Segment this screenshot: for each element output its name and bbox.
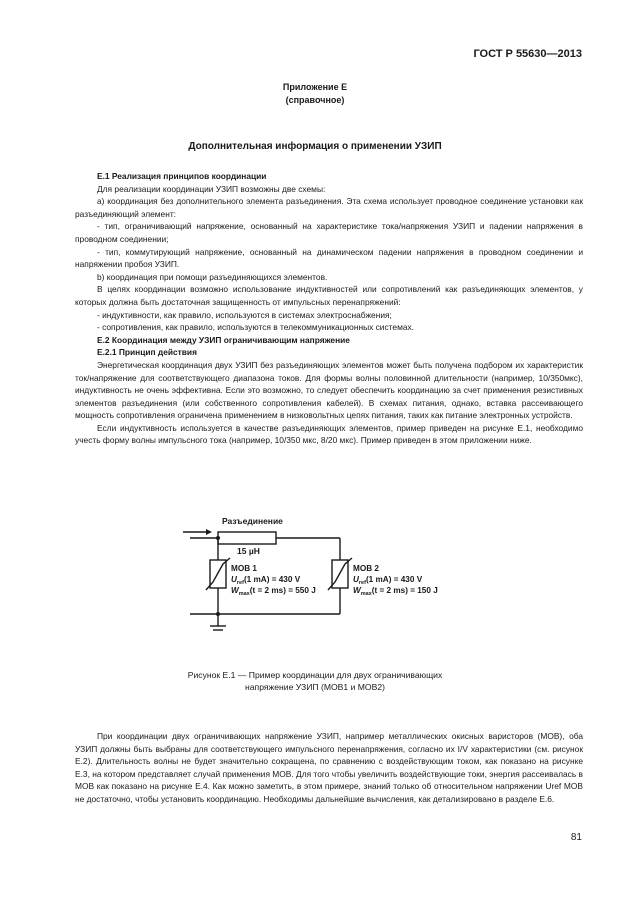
body-text [75,170,583,447]
mob1-uref: $U_{ref}(1$ mA) = 430 V [231,575,301,586]
paragraph: Если индуктивность используется в качестве разъединяющих элементов, пример приведен на рисунке Е.1, необходимо учесть форму волны импульсного тока (например, 10/350 мкс, 8/20 мкс). Пример приведен в этом приложении ниже. [75,422,583,446]
section-heading: Е.1 Реализация принципов координации [97,171,267,181]
caption-line: напряжение УЗИП (МОВ1 и МОВ2) [245,682,385,693]
paragraph: b) координация при помощи разъединяющихся элементов. [97,271,328,282]
paragraph: При координации двух ограничивающих напряжение УЗИП, например металлических окисных варисторов (МОВ), оба УЗИП должны быть выбраны для соответствующего импульсного перенапряжения, согласно их I/V характеристики (см. рисунок Е.2). Длительность волны не будет значительно сокращена, по сравнению с воздействующим током, как показано на рисунке Е.3, на котором представляет случай применения МОВ. Для того чтобы увеличить воздействующие токи, энергия рассеивалась в МОВ как показано на рисунке Е.4. Как можно заметить, в этом примере, знаний только об относительном напряжении Uref МОВ не достаточно, чтобы установить координацию. Необходимы дальнейшие вычисления, как детализировано в разделе Е.6. [75,731,583,804]
annex-note: (справочное) [285,95,345,105]
mob1-name: MOB 1 [231,564,257,573]
annex-heading: Дополнительная информация о применении УЗИП [188,141,442,152]
list-item: - сопротивления, как правило, используются в телекоммуникационных системах. [97,322,415,333]
list-item: - тип, ограничивающий напряжение, основанный на характеристике тока/напряжения УЗИП и падении напряжения в проводном соединении; [75,221,583,244]
list-item: - тип, коммутирующий напряжение, основанный на динамическом падении напряжения в проводном соединении и напряжении пробоя УЗИП. [75,246,583,270]
body-text-after-figure [75,730,583,806]
decoupling-label: Разъединение [222,516,283,526]
list-item: - индуктивности, как правило, используются в системах электроснабжения; [97,309,392,320]
mob2-uref: $U_{ref}(1$ mA) = 430 V [353,575,423,586]
subsection-heading: Е.2.1 Принцип действия [97,347,197,358]
mob2-wmax: $W_{max}(t = 2$ ms) = 150 J [353,586,438,597]
annex-title: Приложение Е [282,82,348,92]
mob1-wmax: $W_{max}(t = 2$ ms) = 550 J [231,586,316,597]
circuit-diagram [175,512,465,647]
paragraph: a) координация без дополнительного элемента разъединения. Эта схема использует проводное соединение установки как разъединяющий элемент: [75,196,583,219]
standard-number: ГОСТ Р 55630—2013 [473,48,582,60]
page-number: 81 [570,832,582,843]
paragraph: Энергетическая координация двух УЗИП без разъединяющих элементов может быть получена подбором их характеристик ток/напряжение для соответствующего диапазона токов. Для формы волны половинной длительности (например, 10/350мкс), индуктивность не очень эффективна. Если это возможно, то следует обеспечить координацию за счет применения резистивных элементов разъединения (или собственного сопротивления кабелей). В схемах питания, однако, вставка рассеивающего мощность сопротивления ограничена применением в низковольтных цепях питания, таких как питание электронных устройств. [75,359,583,421]
paragraph: Для реализации координации УЗИП возможны две схемы: [97,183,326,194]
figure-caption [0,669,630,694]
caption-line: Рисунок Е.1 — Пример координации для двух ограничивающих [187,670,443,680]
inductance-label: 15 µH [237,546,260,556]
mob2-name: MOB 2 [353,564,379,573]
section-heading: Е.2 Координация между УЗИП ограничивающим напряжение [97,334,350,345]
paragraph: В целях координации возможно использование индуктивностей или сопротивлений как разъединяющих элементов, у которых должна быть достаточная защищенность от импульсных перенапряжений: [75,284,583,307]
